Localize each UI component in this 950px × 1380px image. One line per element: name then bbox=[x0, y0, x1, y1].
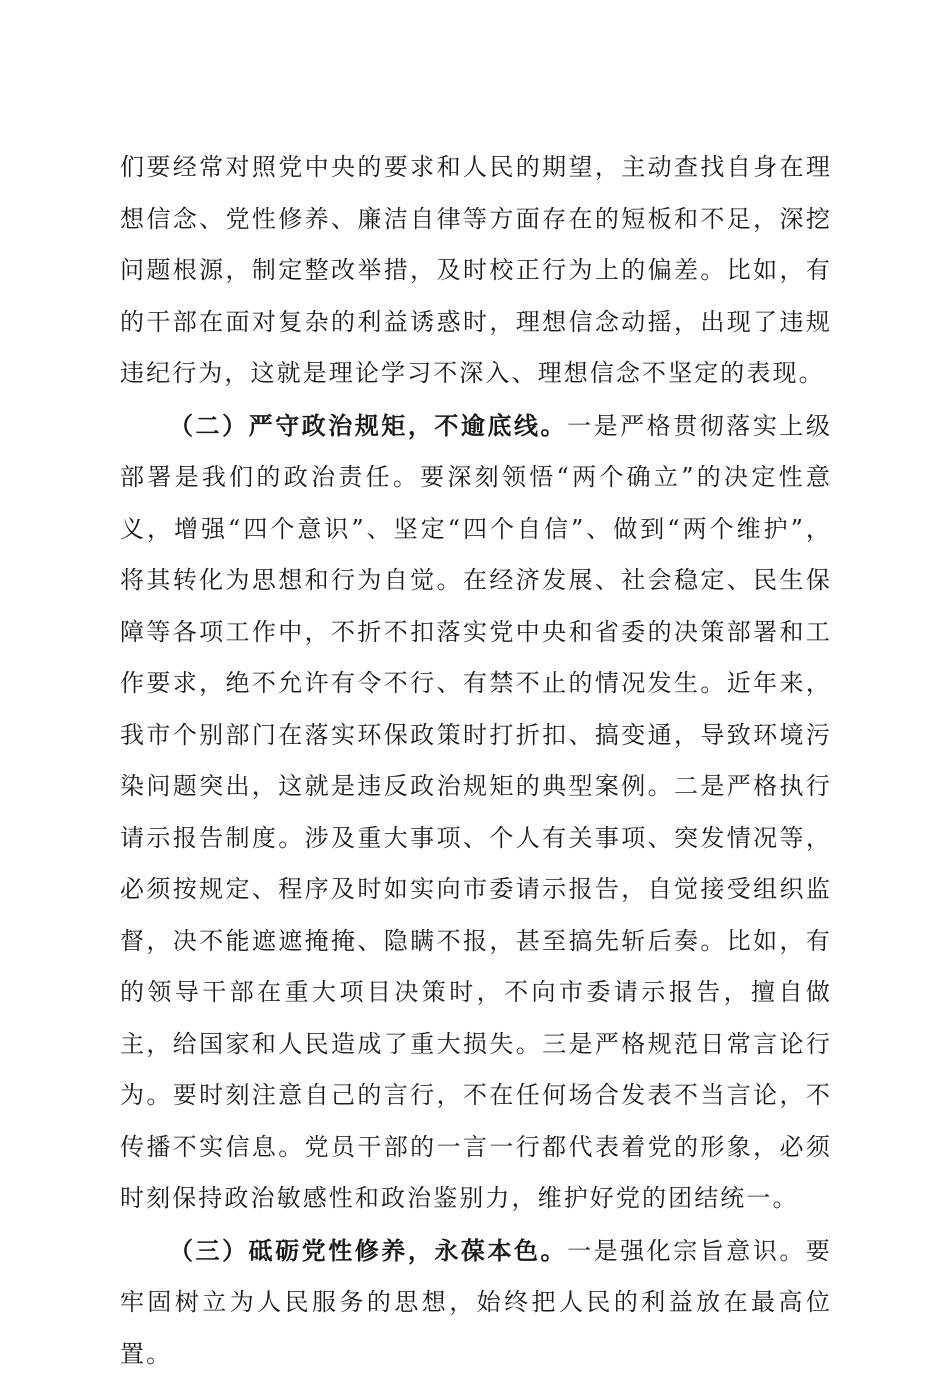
paragraph-section-2 bbox=[120, 400, 832, 1225]
section-heading: （三）砥砺党性修养，永葆本色。 bbox=[169, 1236, 567, 1265]
section-heading: （二）严守政治规矩，不逾底线。 bbox=[169, 411, 567, 440]
document-body bbox=[120, 142, 832, 1380]
paragraph-body: 一是严格贯彻落实上级部署是我们的政治责任。要深刻领悟“两个确立”的决定性意义，增强“四个意识”、坚定“四个自信”、做到“两个维护”，将其转化为思想和行为自觉。在经济发展、社会稳定、民生保障等各项工作中，不折不扣落实党中央和省委的决策部署和工作要求，绝不允许有令不行、有禁不止的情况发生。近年来，我市个别部门在落实环保政策时打折扣、搞变通，导致环境污染问题突出，这就是违反政治规矩的典型案例。二是严格执行请示报告制度。涉及重大事项、个人有关事项、突发情况等，必须按规定、程序及时如实向市委请示报告，自觉接受组织监督，决不能遮遮掩掩、隐瞒不报，甚至搞先斩后奏。比如，有的领导干部在重大项目决策时，不向市委请示报告，擅自做主，给国家和人民造成了重大损失。三是严格规范日常言论行为。要时刻注意自己的言行，不在任何场合发表不当言论，不传播不实信息。党员干部的一言一行都代表着党的形象，必须时刻保持政治敏感性和政治鉴别力，维护好党的团结统一。 bbox=[120, 412, 832, 1213]
paragraph-section-3 bbox=[120, 1225, 832, 1380]
paragraph-body: 一是强化宗旨意识。要牢固树立为人民服务的思想，始终把人民的利益放在最高位置。 bbox=[120, 1237, 832, 1368]
paragraph-body: 们要经常对照党中央的要求和人民的期望，主动查找自身在理想信念、党性修养、廉洁自律等方面存在的短板和不足，深挖问题根源，制定整改举措，及时校正行为上的偏差。比如，有的干部在面对复杂的利益诱惑时，理想信念动摇，出现了违规违纪行为，这就是理论学习不深入、理想信念不坚定的表现。 bbox=[120, 153, 832, 387]
paragraph-continuation bbox=[120, 142, 832, 400]
